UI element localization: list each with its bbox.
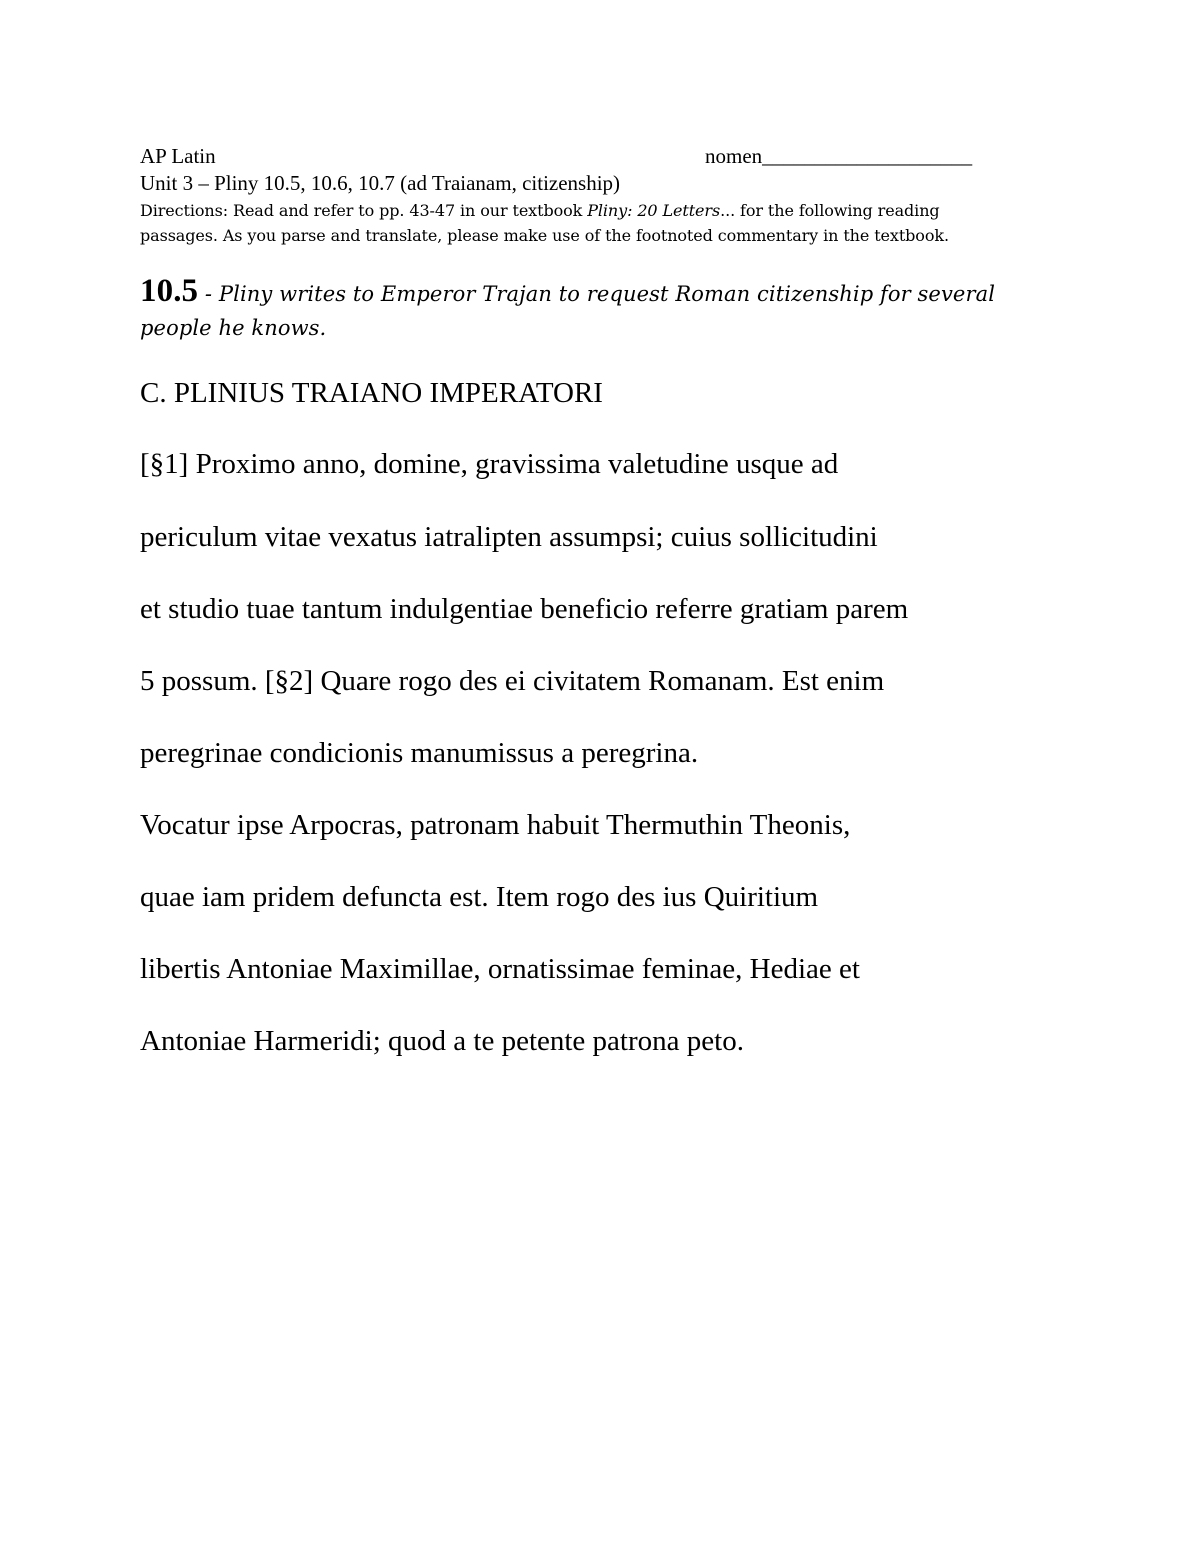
latin-line: quae iam pridem defuncta est. Item rogo des ius Quiritium <box>140 881 819 913</box>
directions-line-2: passages. As you parse and translate, please make use of the footnoted commentary in the textbook. <box>140 226 949 245</box>
directions-text-start: Directions: Read and refer to pp. 43-47 in our textbook <box>140 201 588 220</box>
latin-line: libertis Antoniae Maximillae, ornatissimae feminae, Hediae et <box>140 953 860 985</box>
latin-line: 5 possum. [§2] Quare rogo des ei civitatem Romanam. Est enim <box>140 665 885 697</box>
latin-line: [§1] Proximo anno, domine, gravissima valetudine usque ad <box>140 448 839 480</box>
latin-line: periculum vitae vexatus iatralipten assumpsi; cuius sollicitudini <box>140 521 878 553</box>
directions-text-end: ... for the following reading <box>720 201 940 220</box>
latin-line: et studio tuae tantum indulgentiae beneficio referre gratiam parem <box>140 593 909 625</box>
unit-title: Unit 3 – Pliny 10.5, 10.6, 10.7 (ad Traianam, citizenship) <box>140 171 621 195</box>
name-field: nomen____________________ <box>705 144 973 168</box>
course-label: AP Latin <box>140 144 216 168</box>
section-heading <box>140 274 1060 345</box>
directions <box>140 198 1040 248</box>
directions-line-1 <box>140 198 1040 223</box>
section-number: 10.5 <box>140 273 199 309</box>
latin-line: peregrinae condicionis manumissus a peregrina. <box>140 737 699 769</box>
latin-line: Antoniae Harmeridi; quod a te petente patrona peto. <box>140 1025 744 1057</box>
section-heading-line-1 <box>140 274 1060 311</box>
section-description: - Pliny writes to Emperor Trajan to request Roman citizenship for several <box>198 282 996 306</box>
section-description-continued: people he knows. <box>140 316 327 340</box>
textbook-title: Pliny: 20 Letters <box>587 201 721 220</box>
letter-salutation: C. PLINIUS TRAIANO IMPERATORI <box>140 377 603 409</box>
latin-line: Vocatur ipse Arpocras, patronam habuit Thermuthin Theonis, <box>140 809 851 841</box>
